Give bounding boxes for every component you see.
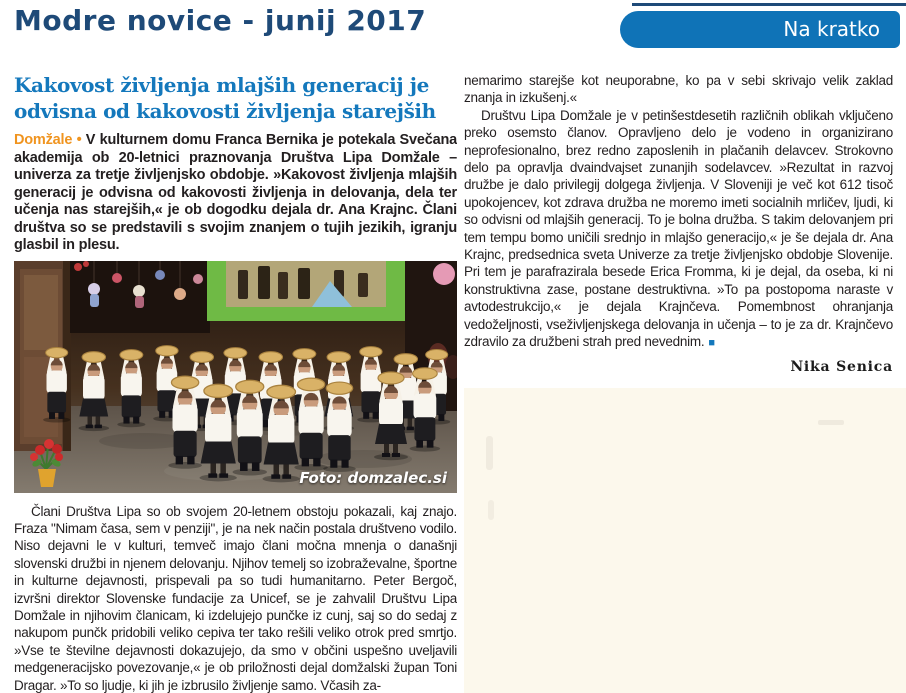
placeholder-smudge xyxy=(486,436,493,470)
photo-caption: Foto: domzalec.si xyxy=(299,468,447,487)
byline: Nika Senica xyxy=(790,358,893,375)
right-column xyxy=(464,72,893,375)
body-paragraph-right-2 xyxy=(464,107,893,353)
ad-placeholder-box xyxy=(464,388,906,693)
left-column xyxy=(14,72,457,693)
article-end-square-icon: ■ xyxy=(708,337,715,350)
dateline-bullet-icon: • xyxy=(76,132,82,148)
body-paragraph-right-1: nemarimo starejše kot neuporabne, ko pa v sebi skrivajo velik zaklad znanja in izkušenj.« xyxy=(464,73,893,106)
placeholder-smudge xyxy=(488,500,494,520)
lead-text: V kulturnem domu Franca Bernika je potekala Svečana akademija ob 20-letnici praznovanja Društva Lipa Domžale – univerza za tretje življenjsko obdobje. »Kakovost življenja mlajših generacij je odvisna od kakovosti življenja in delovanja, dela ter učenja nas starejših,« je ob dogodku dejala dr. Ana Krajnc. Člani društva so se predstavili s svojim znanjem o tujih jezikih, igranju glasbil in plesu. xyxy=(14,132,457,253)
body-right-2-text: Društvu Lipa Domžale je v petinšestdesetih različnih oblikah vključeno preko osemsto članov. Opravljeno delo je vodeno in organizirano neprofesionalno, brez redno zaposlenih in plačanih delavcev. Strokovno delo pa opravlja dvaindvajset zunanjih sodelavcev. »Rezultat in razvoj družbe je dalo privilegij dolgega življenja. V Sloveniji je več kot 612 tisoč upokojencev, kot zdrava družba ne moremo imeti socialnih mrličev, ljudi, ki so odvisni od mlajših generacij. To je bolna družba. S takim delovanjem pri tem tempu bomo uničili srednjo in mlajšo generacijo,« je še dejala dr. Ana Krajnc, predsednica sveta Univerze za tretje življenjsko obdobje Slovenije. Pri tem je parafrazirala besede Erica Fromma, ki je dejal, da oseba, ki ni konstruktivna zase, postane destruktivna. »To pa postopoma naraste v avtodestrukcijo,« je dejala Krajnčeva. Pomembnost ohranjanja vedoželjnosti, vseživljenjskega delovanja in učenja – to je za dr. Krajnčevo zdravilo za družbeni strah pred nevednim. xyxy=(464,107,893,350)
stage-photo-illustration xyxy=(14,261,457,493)
stage-photo xyxy=(14,261,457,493)
body-paragraph-left: Člani Društva Lipa so ob svojem 20-letnem obstoju pokazali, kaj znajo. Fraza "Nimam časa, sem v penziji", je na nek način postala društveno vodilo. Niso dejavni le v kulturi, temveč imajo člani močna mnenja o današnji slovenski družbi in njenem delovanju. Njihov temelj so izobraževalne, športne in kulturne dejavnosti, prispevali pa so tudi humanitarno. Peter Bergoč, izvršni direktor Slovenske fundacije za Unicef, se je zahvalil Društvu Lipa Domžale in njihovim članicam, ki izdelujejo punčke iz cunj, saj so do sedaj z nakupom punčk pridobili veliko cepiva ter tako rešili veliko otrok pred smrtjo. »Vse te številne dejavnosti dokazujejo, da smo v občini uspešno uveljavili medgeneracijsko povezovanje,« je ob priložnosti dejal domžalski župan Toni Dragar. »To so ljudje, ki jih je izbrusilo življenje samo. Včasih za- xyxy=(14,503,457,693)
lead-paragraph xyxy=(14,132,457,255)
header-rule xyxy=(632,3,906,6)
placeholder-smudge xyxy=(818,420,844,425)
article-headline: Kakovost življenja mlajših generacij je odvisna od kakovosti življenja starejših xyxy=(14,73,436,123)
masthead-title: Modre novice - junij 2017 xyxy=(14,4,427,37)
dateline-location: Domžale xyxy=(14,132,73,148)
na-kratko-badge: Na kratko xyxy=(620,11,900,48)
